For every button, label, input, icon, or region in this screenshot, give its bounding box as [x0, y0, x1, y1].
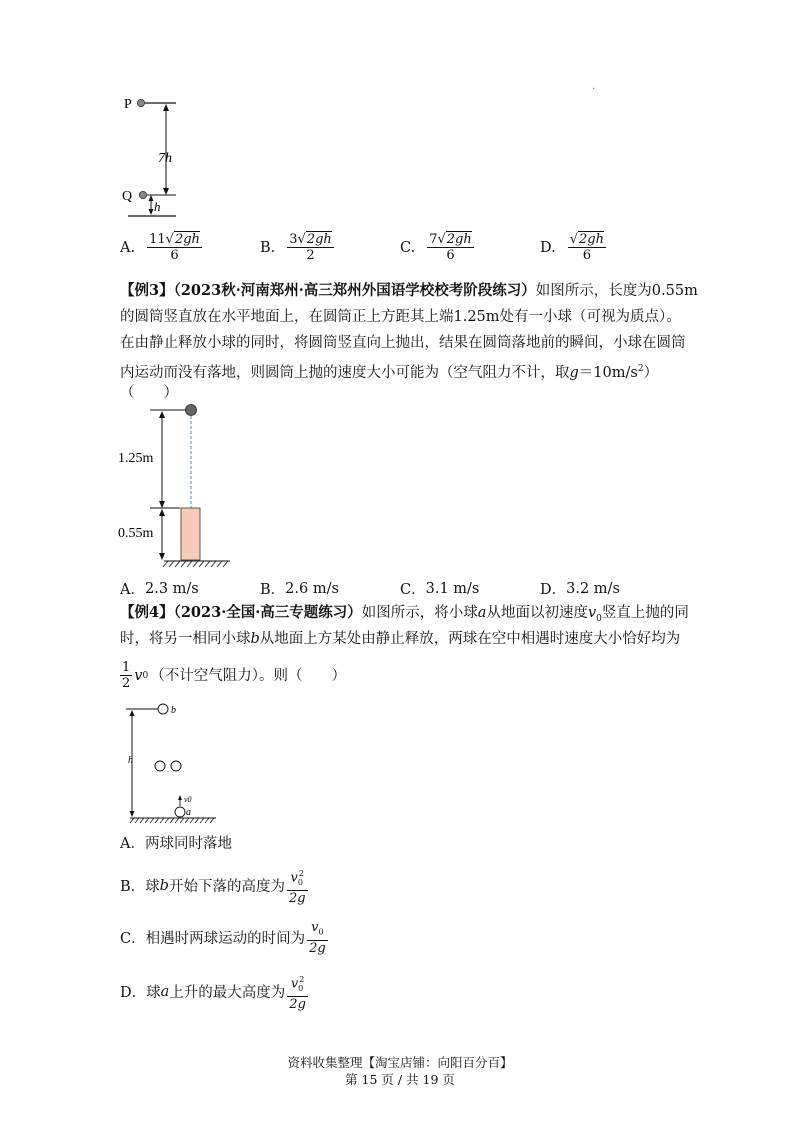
- label-p: P: [124, 97, 132, 112]
- label-1-25m: 1.25m: [118, 451, 154, 466]
- q2-option-a[interactable]: A. $\frac{11√2gh}{6}$: [120, 232, 200, 263]
- ground-hatch: [163, 561, 228, 567]
- q3-line-1: 【例3】（2023秋·河南郑州·高三郑州外国语学校校考阶段练习）如图所示，长度为0.55m: [120, 282, 698, 299]
- figure-p-q: [118, 90, 188, 225]
- label-b: b: [171, 705, 176, 716]
- q3-answer-paren: （ ）: [120, 385, 178, 401]
- label-0-55m: 0.55m: [118, 526, 154, 541]
- label-h-2: h: [128, 755, 133, 766]
- footer-page-number: 第 15 页 / 共 19 页: [345, 1072, 455, 1087]
- q3-option-c[interactable]: C． 3.1 m/s: [400, 580, 480, 598]
- q2-option-d[interactable]: D. $\frac{√2gh}{6}$: [540, 232, 604, 263]
- label-h: h: [154, 199, 161, 214]
- figure-tube-ball: [118, 402, 238, 572]
- label-q: Q: [122, 189, 133, 204]
- ball-q: [139, 191, 146, 198]
- q4-line-3: $\frac{1}{2}$ v 0 （不计空气阻力）。则（ ）: [122, 660, 346, 691]
- q4-line-2: 时，将另一相同小球b从地面上方某处由静止释放，两球在空中相遇时速度大小恰好均为: [120, 631, 681, 647]
- q2-option-b[interactable]: B. $\frac{3√2gh}{2}$: [260, 232, 332, 263]
- q4-line-1: 【例4】（2023·全国·高三专题练习）如图所示，将小球a从地面以初速度$v_0$竖直上抛的同: [120, 604, 689, 624]
- ball-p: [137, 99, 144, 106]
- ball: [186, 405, 197, 416]
- footer-source: 资料收集整理【淘宝店铺：向阳百分百】: [287, 1055, 513, 1070]
- ball-a-start: [175, 807, 185, 817]
- q4-option-c[interactable]: C．相遇时两球运动的时间为 $\frac{v_0}{2g}$: [120, 920, 326, 956]
- label-a: a: [186, 807, 191, 818]
- ball-b-start: [158, 704, 168, 714]
- tube: [181, 508, 200, 560]
- label-v0: v0: [184, 795, 192, 804]
- q3-line-2: 的圆筒竖直放在水平地面上，在圆筒正上方距其上端1.25m处有一小球（可视为质点）。: [120, 309, 681, 325]
- q3-option-b[interactable]: B． 2.6 m/s: [260, 580, 339, 598]
- ball-meet-left: [155, 761, 165, 771]
- q3-option-a[interactable]: A． 2.3 m/s: [120, 580, 199, 598]
- ground-hatch-2: [130, 818, 214, 823]
- q2-option-c[interactable]: C. $\frac{7√2gh}{6}$: [400, 232, 472, 263]
- ball-meet-right: [171, 761, 181, 771]
- q4-option-d[interactable]: D．球 a 上升的最大高度为 $\frac{v_0^2}{2g}$: [120, 972, 310, 1012]
- label-7h: 7h: [158, 151, 172, 166]
- q3-line-3: 在由静止释放小球的同时，将圆筒竖直向上抛出，结果在圆筒落地前的瞬间，小球在圆筒: [120, 335, 686, 351]
- q3-line-4: 内运动而没有落地，则圆筒上抛的速度大小可能为（空气阻力不计，取$g=10m/s^2$）: [120, 364, 659, 381]
- q4-option-b[interactable]: B．球 b 开始下落的高度为 $\frac{v_0^2}{2g}$: [120, 866, 310, 906]
- q3-option-d[interactable]: D． 3.2 m/s: [540, 580, 620, 598]
- stray-dot: ·: [592, 84, 596, 95]
- figure-balls-a-b: [118, 700, 218, 828]
- q4-option-a[interactable]: A．两球同时落地: [120, 836, 232, 852]
